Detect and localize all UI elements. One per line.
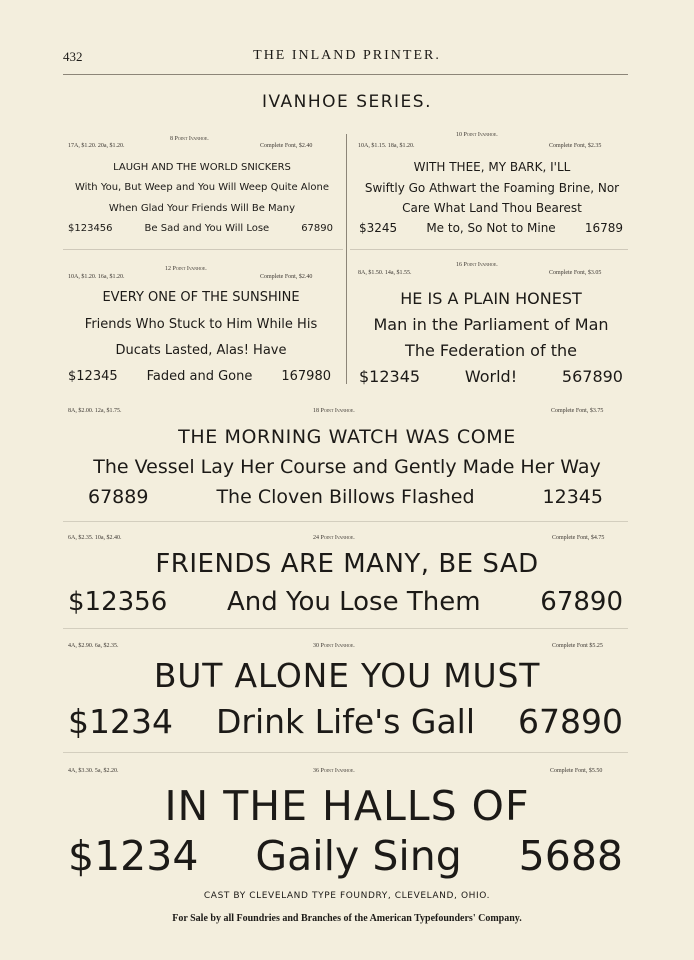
s36-quantity: 4A, $3.30. 5a, $2.20. bbox=[68, 768, 119, 774]
s30-last-middle: Drink Life's Gall bbox=[215, 702, 476, 741]
series-title: IVANHOE SERIES. bbox=[261, 92, 432, 112]
s12-last-line bbox=[68, 369, 331, 384]
s18-price: Complete Font, $3.75 bbox=[551, 408, 604, 414]
s10-price: Complete Font, $2.35 bbox=[549, 143, 602, 149]
s36-last-line bbox=[68, 832, 623, 880]
s36-price: Complete Font, $5.50 bbox=[550, 768, 603, 774]
s16-last-right: 567890 bbox=[561, 367, 623, 386]
s24-size: 24 Point Ivanhoe. bbox=[313, 535, 355, 541]
s10-last-left: $3245 bbox=[359, 221, 398, 235]
s16-quantity: 8A, $1.50. 14a, $1.55. bbox=[358, 270, 412, 276]
s16-line-3: The Federation of the bbox=[405, 341, 577, 360]
s36-size: 36 Point Ivanhoe. bbox=[313, 768, 355, 774]
column-divider bbox=[346, 134, 347, 384]
s12-line-3: Ducats Lasted, Alas! Have bbox=[115, 343, 287, 358]
s30-last-right: 67890 bbox=[518, 702, 623, 741]
s8-size: 8 Point Ivanhoe. bbox=[170, 136, 209, 142]
s8-line-2: With You, But Weep and You Will Weep Quite Alone bbox=[74, 182, 330, 193]
s8-quantity: 17A, $1.20. 20a, $1.20. bbox=[68, 143, 125, 149]
s12-last-right: 167980 bbox=[281, 369, 331, 384]
rule-after-30 bbox=[63, 752, 628, 753]
journal-title: THE INLAND PRINTER. bbox=[253, 48, 441, 63]
s18-last-middle: The Cloven Billows Flashed bbox=[216, 486, 475, 508]
s8-last-right: 67890 bbox=[301, 223, 333, 234]
s18-line-1: THE MORNING WATCH WAS COME bbox=[178, 426, 516, 448]
s24-last-right: 67890 bbox=[540, 587, 623, 617]
s8-last-line bbox=[68, 223, 333, 234]
s12-last-middle: Faded and Gone bbox=[146, 369, 253, 384]
s16-size: 16 Point Ivanhoe. bbox=[456, 262, 498, 268]
s12-last-left: $12345 bbox=[68, 369, 118, 384]
s30-size: 30 Point Ivanhoe. bbox=[313, 643, 355, 649]
s16-line-2: Man in the Parliament of Man bbox=[373, 315, 609, 334]
s12-size: 12 Point Ivanhoe. bbox=[165, 266, 207, 272]
s24-last-line bbox=[68, 587, 623, 617]
s10-line-3: Care What Land Thou Bearest bbox=[402, 201, 582, 215]
s24-quantity: 6A, $2.35. 10a, $2.40. bbox=[68, 535, 122, 541]
s30-line-1: BUT ALONE YOU MUST bbox=[153, 656, 541, 695]
s12-price: Complete Font, $2.40 bbox=[260, 274, 313, 280]
s8-line-1: LAUGH AND THE WORLD SNICKERS bbox=[113, 162, 291, 173]
right-section-rule bbox=[350, 249, 628, 250]
s16-last-middle: World! bbox=[464, 367, 518, 386]
left-section-rule bbox=[63, 249, 343, 250]
s10-size: 10 Point Ivanhoe. bbox=[456, 132, 498, 138]
sale-notice: For Sale by all Foundries and Branches of the American Typefounders' Company. bbox=[172, 913, 522, 924]
s36-last-right: 5688 bbox=[518, 832, 623, 880]
s10-last-middle: Me to, So Not to Mine bbox=[426, 221, 556, 235]
s18-quantity: 8A, $2.00. 12a, $1.75. bbox=[68, 408, 122, 414]
s10-last-right: 16789 bbox=[584, 221, 623, 235]
s30-quantity: 4A, $2.90. 6a, $2.35. bbox=[68, 643, 119, 649]
s24-last-middle: And You Lose Them bbox=[227, 587, 481, 617]
s8-last-left: $123456 bbox=[68, 223, 113, 234]
s18-size: 18 Point Ivanhoe. bbox=[313, 408, 355, 414]
s30-price: Complete Font $5.25 bbox=[552, 643, 603, 649]
foundry-credit: CAST BY CLEVELAND TYPE FOUNDRY, CLEVELAND, OHIO. bbox=[203, 891, 491, 901]
s30-last-left: $1234 bbox=[68, 702, 173, 741]
rule-after-18 bbox=[63, 521, 628, 522]
s36-last-middle: Gaily Sing bbox=[255, 832, 462, 880]
s24-last-left: $12356 bbox=[68, 587, 168, 617]
s8-price: Complete Font, $2.40 bbox=[260, 143, 313, 149]
s16-last-left: $12345 bbox=[359, 367, 421, 386]
s10-line-1: WITH THEE, MY BARK, I'LL bbox=[413, 160, 571, 174]
s36-last-left: $1234 bbox=[68, 832, 199, 880]
s36-line-1: IN THE HALLS OF bbox=[164, 782, 530, 830]
s8-line-3: When Glad Your Friends Will Be Many bbox=[108, 203, 296, 214]
s10-line-2: Swiftly Go Athwart the Foaming Brine, Nor bbox=[364, 181, 620, 195]
s24-price: Complete Font, $4.75 bbox=[552, 535, 605, 541]
header-rule bbox=[63, 74, 628, 75]
s10-quantity: 10A, $1.15. 18a, $1.20. bbox=[358, 143, 415, 149]
s12-quantity: 10A, $1.20. 16a, $1.20. bbox=[68, 274, 125, 280]
s24-line-1: FRIENDS ARE MANY, BE SAD bbox=[155, 549, 539, 579]
s12-line-1: EVERY ONE OF THE SUNSHINE bbox=[102, 290, 300, 305]
rule-after-24 bbox=[63, 628, 628, 629]
s18-last-right: 12345 bbox=[542, 486, 603, 508]
s18-last-left: 67889 bbox=[88, 486, 149, 508]
s16-line-1: HE IS A PLAIN HONEST bbox=[400, 289, 582, 308]
page-number: 432 bbox=[63, 49, 83, 64]
s30-last-line bbox=[68, 702, 623, 741]
s8-last-middle: Be Sad and You Will Lose bbox=[144, 223, 270, 234]
s10-last-line bbox=[359, 221, 623, 235]
s18-last-line bbox=[88, 486, 603, 508]
s12-line-2: Friends Who Stuck to Him While His bbox=[84, 317, 318, 332]
s16-last-line bbox=[359, 367, 623, 386]
s16-price: Complete Font, $3.05 bbox=[549, 270, 602, 276]
s18-line-2: The Vessel Lay Her Course and Gently Made Her Way bbox=[93, 456, 601, 478]
